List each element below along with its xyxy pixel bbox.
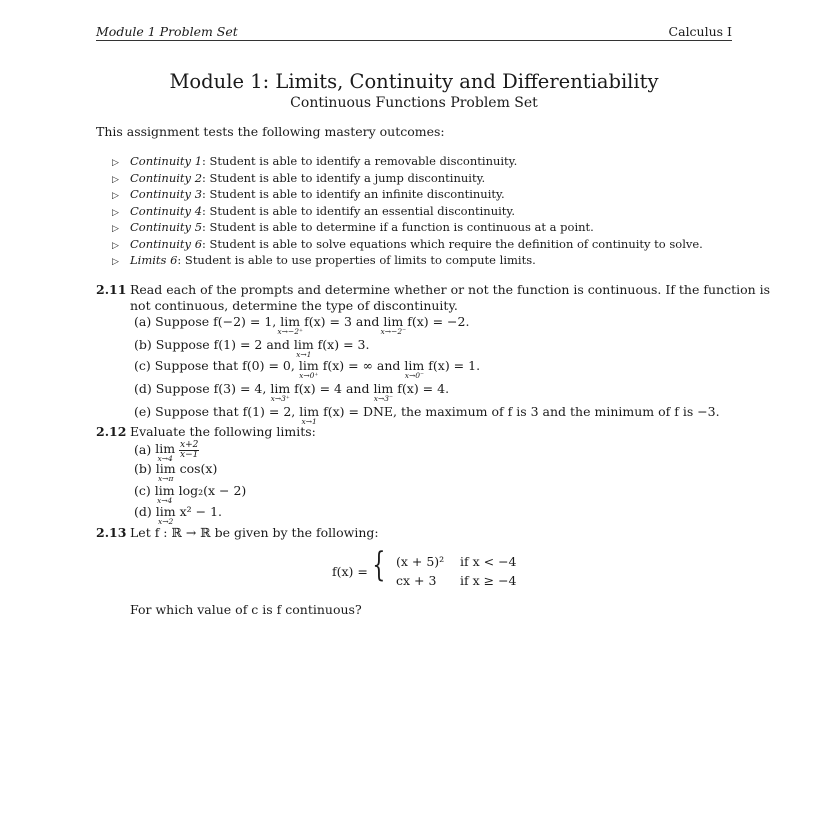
problem-number-2-11: 2.11 [96,282,127,297]
limit-part-b [134,461,218,483]
triangle-bullet-icon: ▷ [112,224,119,234]
part-b-prefix: (b) Suppose f(1) = 2 and [134,337,290,352]
lim-operator: lim [155,504,176,519]
triangle-bullet-icon: ▷ [112,207,119,218]
part-c-suffix: f(x) = 1. [428,358,481,373]
part-e-suffix: f(x) = DNE, the maximum of f is 3 and the minimum of f is −3. [323,404,720,419]
limit-expression [155,504,176,526]
triangle-bullet-icon: ▷ [112,158,119,168]
part-e [134,404,720,426]
limit-expression [155,441,176,463]
lim-operator: lim [298,358,319,373]
outcome-item [112,186,703,203]
lim-operator: lim [155,461,176,476]
limit-expression [373,381,394,403]
lim-operator: lim [293,337,314,352]
lim-operator: lim [299,404,320,419]
lim-subscript: x→0⁺ [299,371,319,380]
lim-operator: lim [270,381,291,396]
part-a [134,314,470,336]
lim-operator: lim [155,441,176,456]
part-c-middle: f(x) = ∞ and [322,358,401,373]
part-label: (c) [134,483,151,498]
problem-2-13-question: For which value of c is f continuous? [130,602,362,617]
document-subtitle: Continuous Functions Problem Set [290,95,538,111]
piece-expression: (x + 5)² [396,554,445,569]
part-c [134,358,481,380]
lim-subscript: x→−2⁻ [380,327,407,336]
function-lhs: f(x) = [332,564,368,579]
lim-subscript: x→2 [158,517,174,526]
piece-row [396,554,444,569]
outcome-text: : Student is able to use properties of limits to compute limits. [177,253,536,267]
header-module-name: Module 1 Problem Set [96,24,238,39]
lim-operator: lim [383,314,404,329]
problem-2-11-line1: Read each of the prompts and determine whether or not the function is continuous. If the function is [130,282,771,297]
lim-operator: lim [280,314,301,329]
left-brace: { [372,545,386,585]
part-label: (a) [134,442,152,457]
lim-subscript: x→3⁺ [270,394,290,403]
lim-subscript: x→1 [296,350,312,359]
limit-body: log₂(x − 2) [178,483,247,498]
part-c-prefix: (c) Suppose that f(0) = 0, [134,358,295,373]
lim-subscript: x→π [157,474,174,483]
intro-text: This assignment tests the following mastery outcomes: [96,124,445,139]
running-header [96,24,732,41]
problem-number-2-12: 2.12 [96,424,127,439]
part-label: (b) [134,461,152,476]
lim-subscript: x→1 [301,417,317,426]
limit-expression [298,358,319,380]
limit-body: x² − 1. [179,504,223,519]
triangle-bullet-icon: ▷ [112,240,119,251]
part-e-prefix: (e) Suppose that f(1) = 2, [134,404,296,419]
outcome-text: : Student is able to solve equations which require the definition of continuity to solve. [202,236,703,251]
outcome-text: : Student is able to identify an infinite discontinuity. [202,187,505,201]
outcome-text: : Student is able to identify a removable discontinuity. [202,154,518,168]
lim-subscript: x→3⁻ [373,394,393,403]
lim-subscript: x→−2⁺ [277,327,303,336]
mastery-outcomes-list [112,153,703,269]
outcome-text: : Student is able to identify an essential discontinuity. [202,203,516,218]
piece-expression: cx + 3 [396,573,437,588]
outcome-name: Continuity 5 [130,220,203,234]
outcome-name: Continuity 1 [130,154,203,168]
limit-expression [404,358,425,380]
problem-number-2-13: 2.13 [96,525,127,540]
lim-subscript: x→0⁻ [404,371,424,380]
limit-expression [155,461,176,483]
outcome-name: Continuity 2 [130,170,203,185]
problem-2-13-text: Let f : ℝ → ℝ be given by the following: [130,525,379,540]
limit-expression [277,314,303,336]
part-a-middle: f(x) = 3 and [304,314,380,329]
lim-operator: lim [154,483,175,498]
part-d-middle: f(x) = 4 and [294,381,370,396]
lim-subscript: x→4 [157,496,173,505]
outcome-text: : Student is able to identify a jump discontinuity. [202,170,486,185]
problem-2-11-line2: not continuous, determine the type of discontinuity. [130,298,458,313]
limit-part-d [134,504,223,526]
outcome-item [112,252,703,269]
limit-body: cos(x) [179,461,218,476]
triangle-bullet-icon: ▷ [112,257,119,267]
limit-part-a [134,440,199,463]
problem-2-12-text: Evaluate the following limits: [130,424,316,439]
outcome-item [112,236,703,253]
outcome-text: : Student is able to determine if a function is continuous at a point. [202,220,594,234]
part-d-prefix: (d) Suppose f(3) = 4, [134,381,267,396]
fraction-numerator: x+2 [180,440,199,450]
outcome-item [112,153,703,170]
document-title: Module 1: Limits, Continuity and Differentiability [169,70,659,93]
outcome-name: Limits 6 [130,253,178,267]
piece-row [396,573,436,588]
header-course-name: Calculus I [668,24,732,39]
piece-condition: if x ≥ −4 [460,573,517,588]
outcome-item [112,170,703,187]
part-d [134,381,450,403]
part-b-suffix: f(x) = 3. [317,337,370,352]
limit-expression [299,404,320,426]
lim-operator: lim [404,358,425,373]
triangle-bullet-icon: ▷ [112,191,119,201]
outcome-item [112,203,703,220]
part-a-suffix: f(x) = −2. [407,314,470,329]
limit-expression [270,381,291,403]
part-b [134,337,370,359]
outcome-name: Continuity 4 [130,203,203,218]
fraction [179,441,199,460]
lim-subscript: x→4 [157,454,173,463]
outcome-name: Continuity 6 [130,236,203,251]
outcome-item [112,219,703,236]
outcome-name: Continuity 3 [130,187,203,201]
limit-expression [380,314,407,336]
lim-operator: lim [373,381,394,396]
part-a-prefix: (a) Suppose f(−2) = 1, [134,314,277,329]
triangle-bullet-icon: ▷ [112,174,119,185]
limit-expression [293,337,314,359]
limit-part-c [134,483,247,505]
part-label: (d) [134,504,152,519]
part-d-suffix: f(x) = 4. [397,381,450,396]
fraction-denominator: x−1 [180,450,199,460]
limit-expression [154,483,175,505]
piece-condition: if x < −4 [460,554,517,569]
